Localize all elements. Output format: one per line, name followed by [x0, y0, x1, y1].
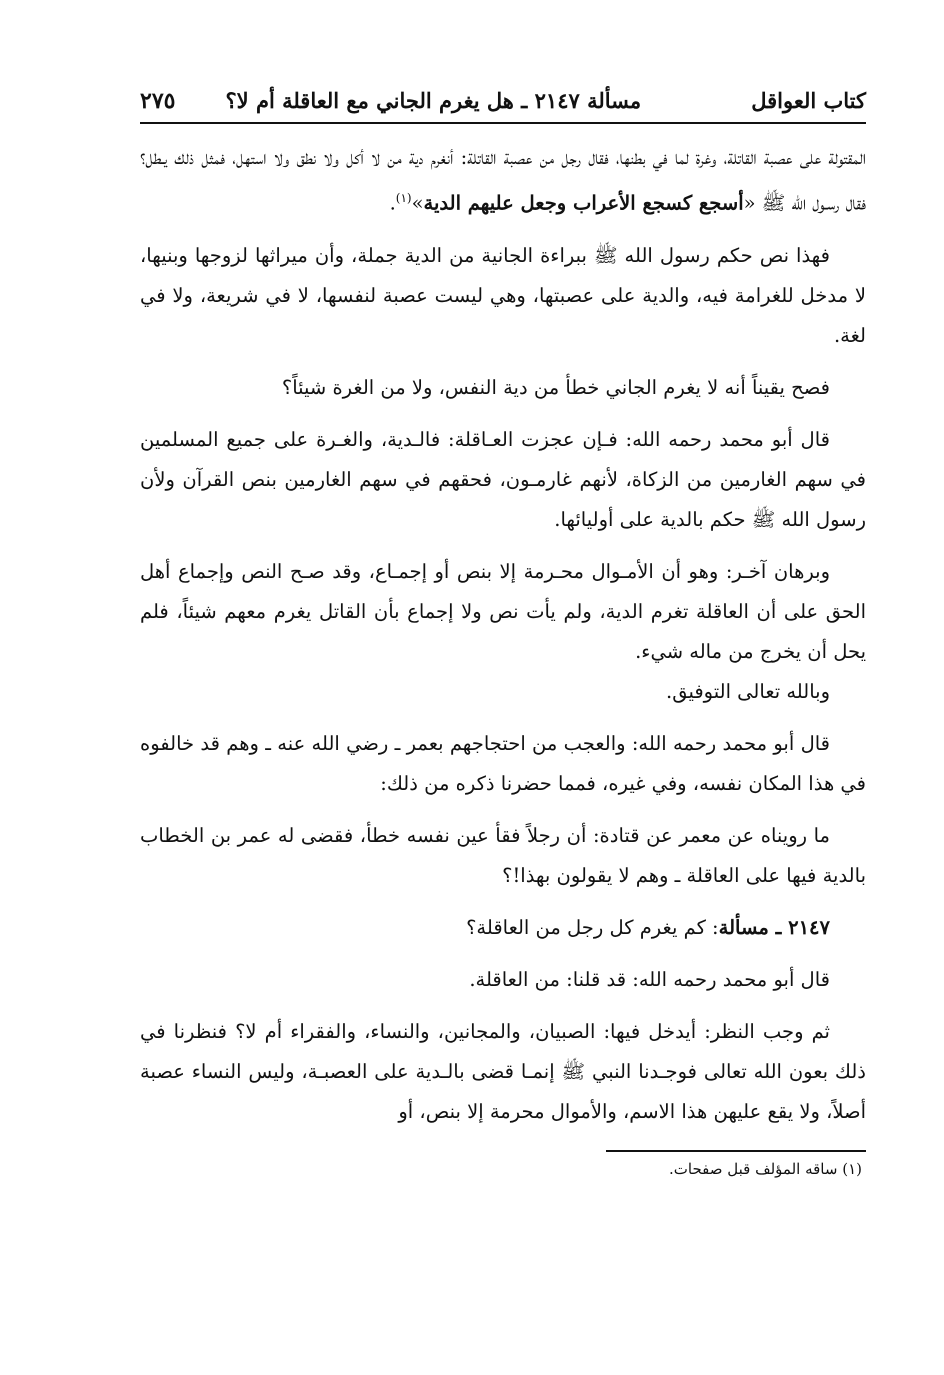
- book-page: [140, 88, 866, 1178]
- issue-label: مسألة ٢١٤٧: [534, 88, 642, 113]
- footnote-separator: [606, 1150, 866, 1152]
- text-run: ٢١٤٧ ـ مسألة: [718, 915, 830, 939]
- text-run: أسجع كسجع الأعراب وجعل عليهم الدية: [423, 191, 744, 215]
- paragraph-gap: [140, 804, 866, 816]
- paragraph-p11: [140, 1012, 866, 1132]
- paragraph-gap: [140, 896, 866, 908]
- footnote: (١) ساقه المؤلف قبل صفحات.: [669, 1159, 862, 1178]
- paragraph-p8: [140, 816, 866, 896]
- text-run: قال أبو محمد رحمه الله: فـإن عجزت العـاقلة: فالـدية، والغـرة على جميع المسلمين في سهم الغارمين من الزكاة، لأنهم غارمـون، فحقهم في سهم الغارمين بنص القرآن ولأن رسول الله ﷺ حكم بالدية على أوليائها.: [140, 427, 866, 531]
- paragraph-gap: [140, 224, 866, 236]
- text-run: .: [389, 191, 396, 215]
- paragraph-p9: [140, 908, 866, 948]
- paragraph-p7: [140, 724, 866, 804]
- text-run: فصح يقيناً أنه لا يغرم الجاني خطأ من دية النفس، ولا من الغرة شيئاً؟: [281, 375, 830, 399]
- paragraph-gap: [140, 712, 866, 724]
- text-run: وبرهان آخـر: وهو أن الأمـوال محـرمة إلا بنص أو إجمـاع، وقد صـح النص وإجماع أهل الحق على أن العاقلة تغرم الدية، ولم يأت نص ولا إجماع بأن القاتل يغرم معهم شيئاً، فلم يحل أن يخرج من ماله شيء.: [140, 559, 866, 663]
- paragraph-p3: [140, 368, 866, 408]
- text-run: وبالله تعالى التوفيق.: [666, 679, 830, 703]
- paragraph-p1: [140, 138, 866, 224]
- paragraph-p6: [140, 672, 866, 712]
- paragraph-p5: [140, 552, 866, 672]
- page-body: [140, 138, 866, 1132]
- text-run: قال أبو محمد رحمه الله: والعجب من احتجاجهم بعمر ـ رضي الله عنه ـ وهم قد خالفوه في هذا المكان نفسه، وفي غيره، فمما حضرنا ذكره من ذلك:: [140, 731, 866, 795]
- paragraph-p4: [140, 420, 866, 540]
- text-run: ما رويناه عن معمر عن قتادة: أن رجلاً فقأ عين نفسه خطأ، فقضى له عمر بن الخطاب بالدية فيها على العاقلة ـ وهم لا يقولون بهذا!؟: [140, 823, 866, 887]
- paragraph-gap: [140, 948, 866, 960]
- issue-topic: هل يغرم الجاني مع العاقلة أم لا؟: [225, 88, 514, 113]
- text-run: المقتولة على عصبة القاتلة، وغرة لما في بطنها، فقال رجل من عصبة القاتلة: أنغرم دية من لا أكل ولا نطق ولا استهل، فمثل ذلك يـطل؟ فقال رسـول الله ﷺ «: [140, 146, 866, 215]
- text-run: ثم وجب النظر: أيدخل فيها: الصبيان، والمجانين، والنساء، والفقراء أم لا؟ فنظرنا في ذلك بعون الله تعالى فوجـدنا النبي ﷺ إنمـا قضى بالـدية على العصبـة، وليس النساء عصبة أصلاً، ولا يقع عليهن هذا الاسم، والأموال محرمة إلا بنص، أو: [140, 1019, 866, 1123]
- book-title: كتاب العواقل: [751, 88, 866, 113]
- running-header: [140, 88, 866, 124]
- text-run: قال أبو محمد رحمه الله: قد قلنا: من العاقلة.: [469, 967, 830, 991]
- paragraph-p10: [140, 960, 866, 1000]
- text-run: فهذا نص حكم رسول الله ﷺ ببراءة الجانية من الدية جملة، وأن ميراثها لزوجها وبنيها، لا مدخل للغرامة فيه، والدية على عصبتها، وهي ليست عصبة لنفسها، لا في شريعة، ولا في لغة.: [140, 243, 866, 347]
- section-heading: مسألة ٢١٤٧ ـ هل يغرم الجاني مع العاقلة أم لا؟: [225, 88, 642, 113]
- paragraph-gap: [140, 540, 866, 552]
- paragraph-p2: [140, 236, 866, 356]
- footnote-ref[interactable]: (١): [395, 191, 412, 205]
- paragraph-gap: [140, 356, 866, 368]
- text-run: : كم يغرم كل رجل من العاقلة؟: [466, 915, 719, 939]
- paragraph-gap: [140, 1000, 866, 1012]
- text-run: »: [411, 191, 424, 215]
- page-number: ٢٧٥: [140, 88, 176, 114]
- paragraph-gap: [140, 408, 866, 420]
